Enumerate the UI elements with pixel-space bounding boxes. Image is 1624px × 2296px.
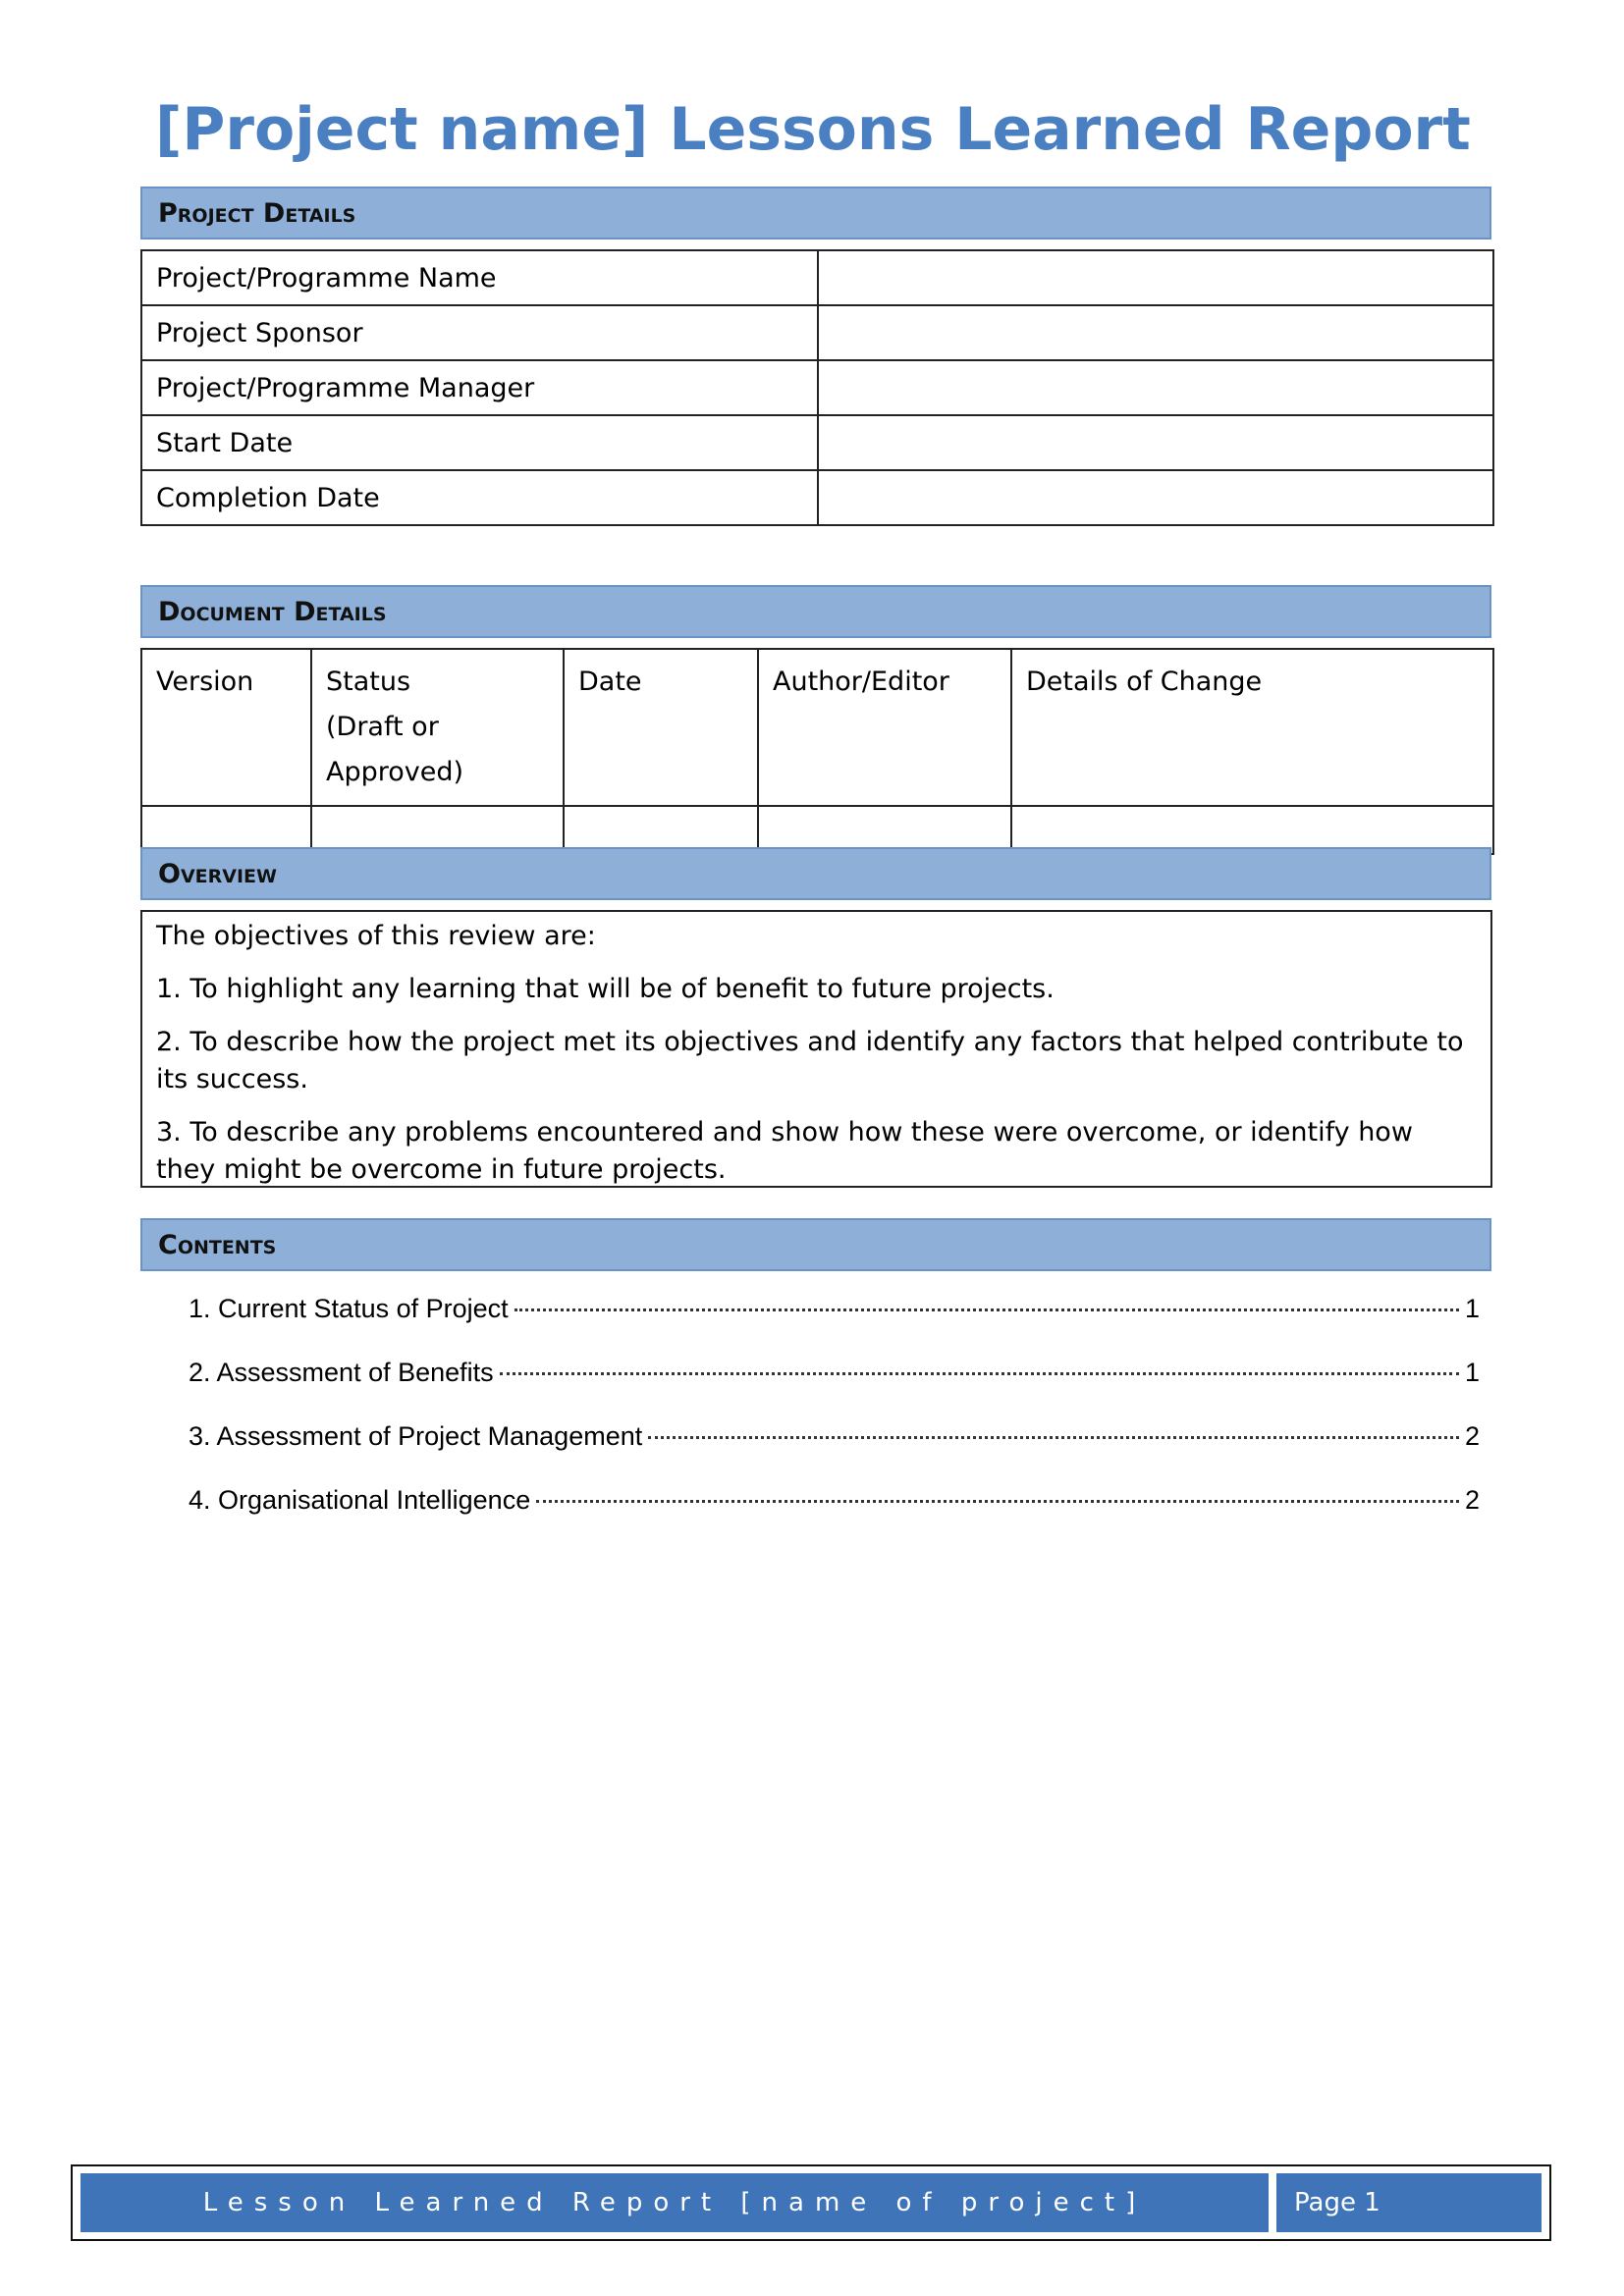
overview-intro: The objectives of this review are:: [156, 921, 596, 951]
row-label: Project Sponsor: [141, 305, 818, 360]
value-cell[interactable]: [818, 470, 1493, 525]
toc-page-number: 2: [1464, 1485, 1480, 1515]
contents-header: Contents: [140, 1218, 1491, 1271]
value-cell[interactable]: [818, 415, 1493, 470]
toc-entry[interactable]: [189, 1485, 1480, 1549]
toc-page-number: 2: [1464, 1421, 1480, 1451]
column-status-sublabel: (Draft or Approved): [326, 712, 464, 787]
column-status: [311, 649, 564, 806]
table-row: [141, 305, 1493, 360]
table-of-contents: [189, 1294, 1480, 1549]
toc-page-number: 1: [1464, 1358, 1480, 1387]
toc-label: 3. Assessment of Project Management: [189, 1421, 643, 1451]
toc-label: 4. Organisational Intelligence: [189, 1485, 531, 1515]
toc-entry[interactable]: [189, 1421, 1480, 1485]
footer-page-number: Page 1: [1276, 2173, 1542, 2232]
page-footer: [71, 2164, 1551, 2241]
document-details-header: Document Details: [140, 585, 1491, 638]
toc-entry[interactable]: [189, 1294, 1480, 1358]
table-row: [141, 250, 1493, 305]
toc-label: 2. Assessment of Benefits: [189, 1358, 494, 1387]
row-label: Start Date: [141, 415, 818, 470]
toc-leader: [514, 1308, 1459, 1311]
column-details-of-change: Details of Change: [1011, 649, 1493, 806]
value-cell[interactable]: [818, 360, 1493, 415]
toc-leader: [536, 1500, 1459, 1503]
document-title: [Project name] Lessons Learned Report: [155, 95, 1471, 164]
table-row: [141, 415, 1493, 470]
toc-leader: [500, 1372, 1459, 1375]
project-details-header: Project Details: [140, 187, 1491, 240]
row-label: Completion Date: [141, 470, 818, 525]
column-version: Version: [141, 649, 311, 806]
project-details-table: [140, 249, 1494, 526]
overview-header: Overview: [140, 847, 1491, 900]
column-status-label: Status: [326, 667, 411, 697]
footer-report-title: Lesson Learned Report [name of project]: [81, 2173, 1269, 2232]
value-cell[interactable]: [818, 250, 1493, 305]
table-header-row: [141, 649, 1493, 806]
overview-item: 2. To describe how the project met its objectives and identify any factors that helped contribute to its success.: [156, 1027, 1464, 1095]
toc-label: 1. Current Status of Project: [189, 1294, 509, 1323]
toc-page-number: 1: [1464, 1294, 1480, 1323]
column-author: Author/Editor: [758, 649, 1011, 806]
row-label: Project/Programme Name: [141, 250, 818, 305]
document-details-table: [140, 648, 1494, 855]
row-label: Project/Programme Manager: [141, 360, 818, 415]
overview-box: [140, 910, 1492, 1188]
overview-item: 1. To highlight any learning that will be of benefit to future projects.: [156, 974, 1055, 1004]
overview-item: 3. To describe any problems encountered and show how these were overcome, or identify how they might be overcome in future projects.: [156, 1117, 1413, 1185]
table-row: [141, 470, 1493, 525]
value-cell[interactable]: [818, 305, 1493, 360]
table-row: [141, 360, 1493, 415]
column-date: Date: [564, 649, 758, 806]
toc-entry[interactable]: [189, 1358, 1480, 1421]
toc-leader: [648, 1436, 1459, 1439]
